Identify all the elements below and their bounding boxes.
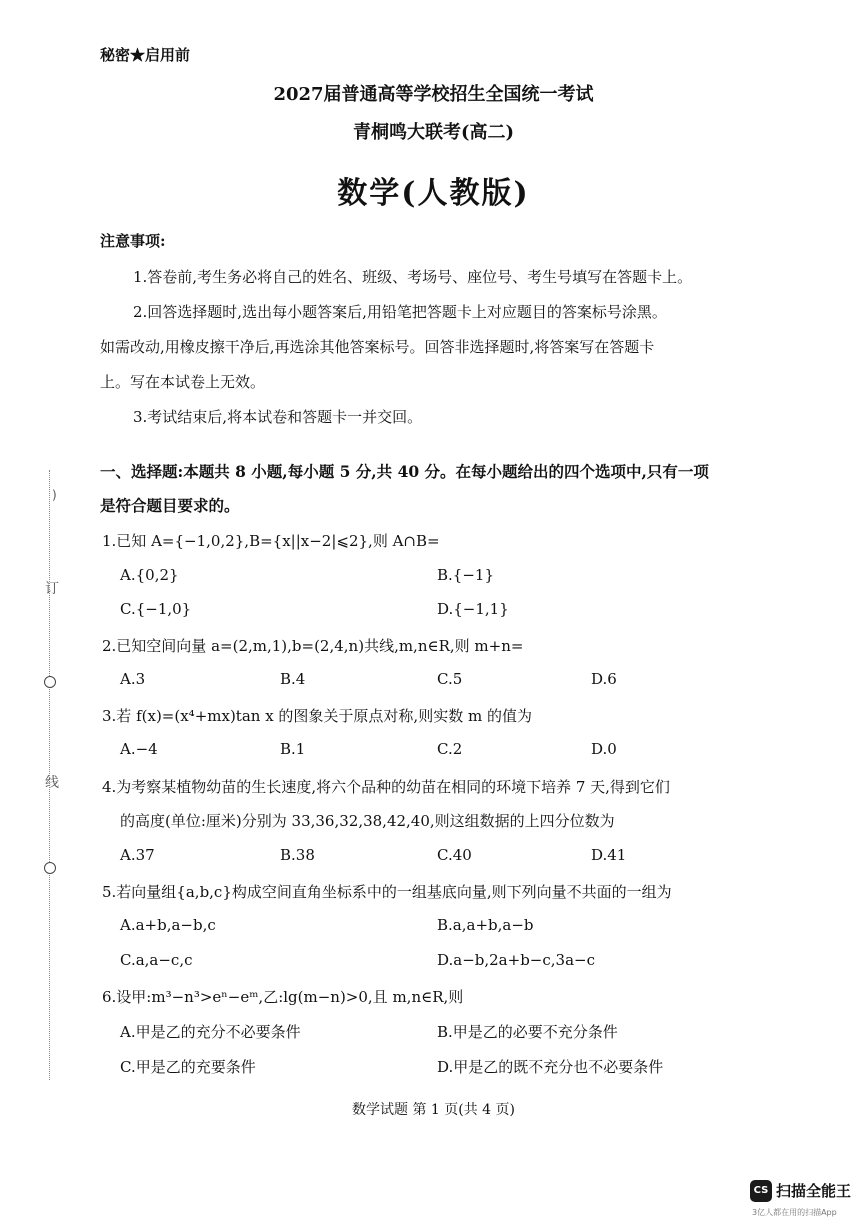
- option-c: C.a,a−c,c: [120, 951, 193, 969]
- page-footer: 数学试题 第 1 页(共 4 页): [352, 1102, 515, 1118]
- section-heading-cont: 是符合题目要求的。: [100, 496, 240, 515]
- exam-title: 2027届普通高等学校招生全国统一考试: [273, 84, 594, 105]
- option-d: D.6: [591, 670, 617, 688]
- option-b: B.38: [280, 846, 315, 864]
- option-c: C.{−1,0}: [120, 600, 192, 618]
- option-a: A.−4: [120, 740, 158, 758]
- notice-line: 如需改动,用橡皮擦干净后,再选涂其他答案标号。回答非选择题时,将答案写在答题卡: [100, 338, 655, 356]
- question-stem: 2.已知空间向量 a=(2,m,1),b=(2,4,n)共线,m,n∈R,则 m+n=: [102, 637, 524, 655]
- notice-line: 上。写在本试卷上无效。: [100, 373, 266, 391]
- option-b: B.1: [280, 740, 306, 758]
- margin-mark: 订: [45, 581, 59, 597]
- question-stem-cont: 的高度(单位:厘米)分别为 33,36,32,38,42,40,则这组数据的上四分位数为: [120, 812, 615, 830]
- option-c: C.甲是乙的充要条件: [120, 1058, 256, 1076]
- option-d: D.a−b,2a+b−c,3a−c: [437, 951, 595, 969]
- question-stem: 4.为考察某植物幼苗的生长速度,将六个品种的幼苗在相同的环境下培养 7 天,得到它们: [102, 778, 670, 796]
- margin-mark: ): [52, 488, 57, 502]
- option-d: D.甲是乙的既不充分也不必要条件: [437, 1058, 664, 1076]
- option-c: C.40: [437, 846, 472, 864]
- question-stem: 5.若向量组{a,b,c}构成空间直角坐标系中的一组基底向量,则下列向量不共面的一组为: [102, 883, 672, 901]
- binding-hole-icon: [44, 862, 56, 874]
- subject-title: 数学(人教版): [337, 176, 530, 211]
- notice-line: 3.考试结束后,将本试卷和答题卡一并交回。: [133, 408, 423, 426]
- option-a: A.{0,2}: [120, 566, 179, 584]
- notice-heading: 注意事项:: [100, 232, 166, 250]
- option-b: B.甲是乙的必要不充分条件: [437, 1023, 618, 1041]
- camscanner-logo-icon: CS: [750, 1180, 772, 1202]
- question-stem: 1.已知 A={−1,0,2},B={x||x−2|⩽2},则 A∩B=: [102, 532, 440, 550]
- notice-line: 1.答卷前,考生务必将自己的姓名、班级、考场号、座位号、考生号填写在答题卡上。: [133, 268, 693, 286]
- option-a: A.3: [120, 670, 146, 688]
- question-stem: 6.设甲:m³−n³>eⁿ−eᵐ,乙:lg(m−n)>0,且 m,n∈R,则: [102, 988, 464, 1006]
- option-c: C.2: [437, 740, 463, 758]
- binding-hole-icon: [44, 676, 56, 688]
- margin-mark: 线: [45, 775, 59, 791]
- option-b: B.a,a+b,a−b: [437, 916, 534, 934]
- section-heading: 一、选择题:本题共 8 小题,每小题 5 分,共 40 分。在每小题给出的四个选项中,只有一项: [100, 462, 709, 481]
- scanner-name: 扫描全能王: [776, 1182, 852, 1200]
- option-d: D.41: [591, 846, 627, 864]
- option-a: A.37: [120, 846, 155, 864]
- scanner-tagline: 3亿人都在用的扫描App: [752, 1208, 837, 1217]
- option-b: B.4: [280, 670, 306, 688]
- option-d: D.0: [591, 740, 617, 758]
- option-b: B.{−1}: [437, 566, 494, 584]
- option-c: C.5: [437, 670, 463, 688]
- secret-label: 秘密★启用前: [100, 46, 191, 64]
- option-a: A.甲是乙的充分不必要条件: [120, 1023, 301, 1041]
- option-d: D.{−1,1}: [437, 600, 509, 618]
- question-stem: 3.若 f(x)=(x⁴+mx)tan x 的图象关于原点对称,则实数 m 的值为: [102, 707, 532, 725]
- option-a: A.a+b,a−b,c: [120, 916, 216, 934]
- notice-line: 2.回答选择题时,选出每小题答案后,用铅笔把答题卡上对应题目的答案标号涂黑。: [133, 303, 667, 321]
- exam-subtitle: 青桐鸣大联考(高二): [352, 122, 515, 143]
